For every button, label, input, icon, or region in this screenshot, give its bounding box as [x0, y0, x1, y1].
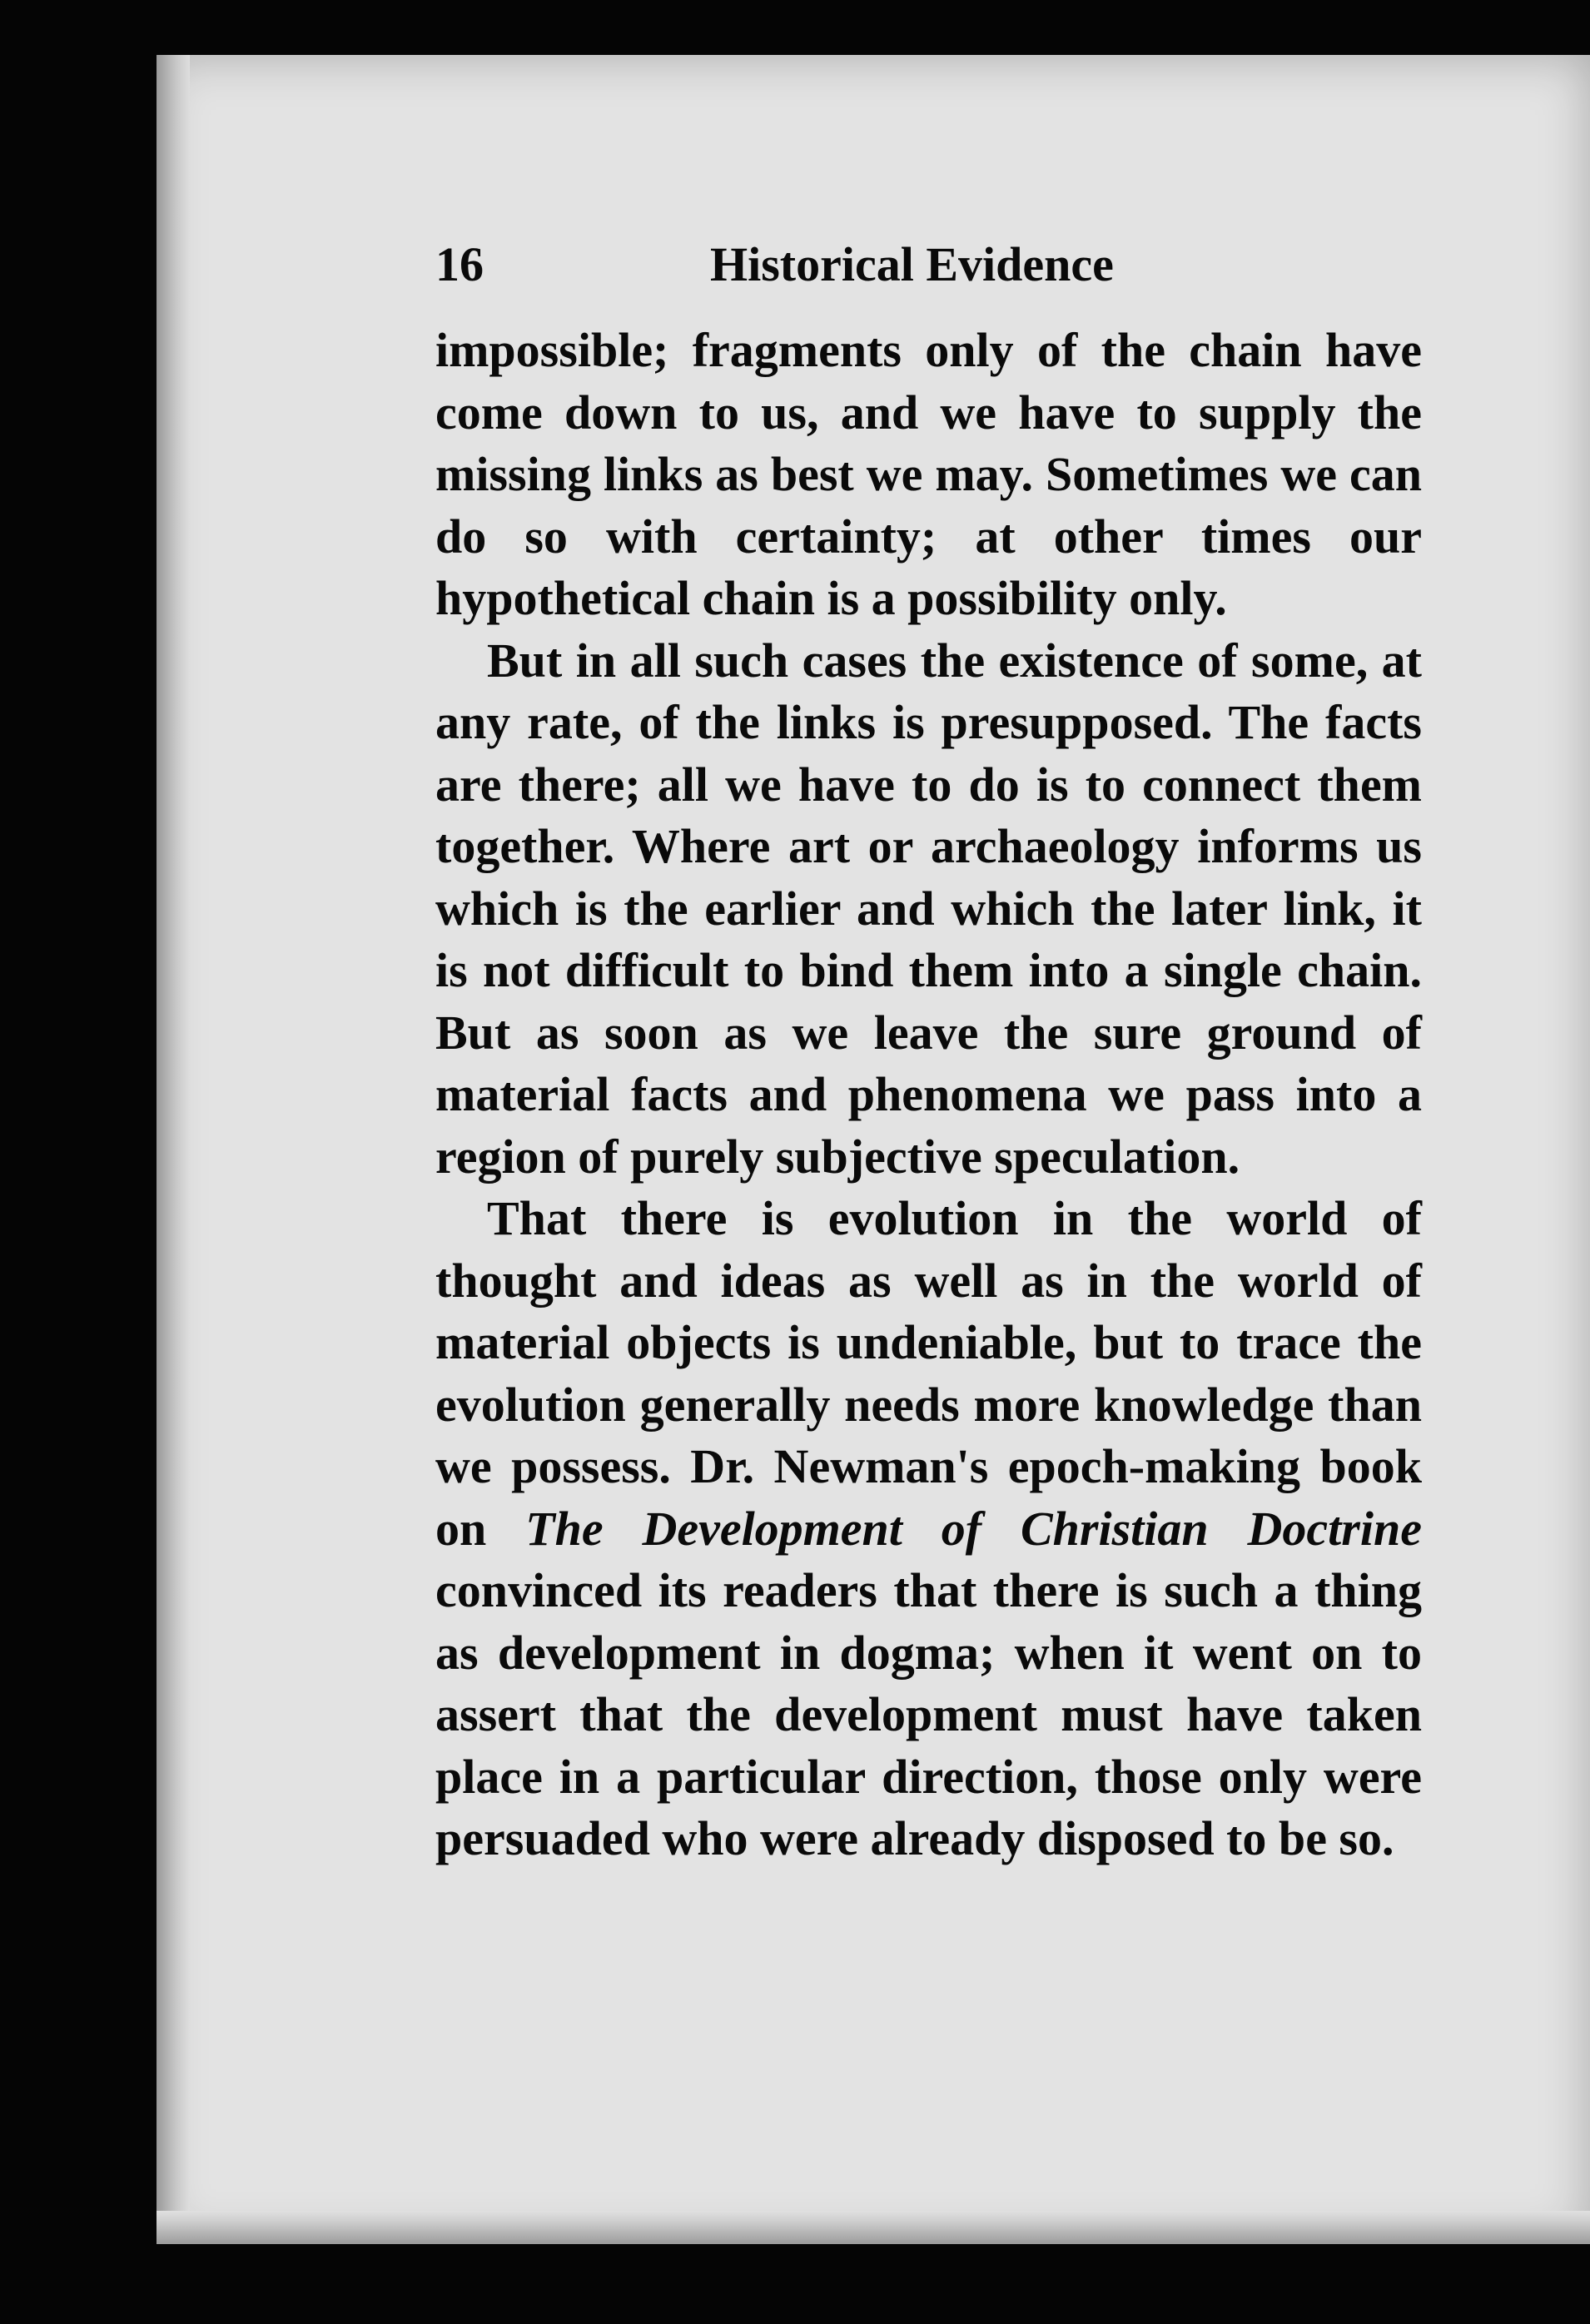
- body-text: [435, 320, 1422, 1870]
- paragraph: [435, 1188, 1422, 1870]
- book-page: [157, 55, 1590, 2244]
- page-number: 16: [435, 237, 484, 291]
- paragraph-continuation: [435, 320, 1422, 630]
- page-content: [435, 236, 1422, 1870]
- paragraph-text-before-title: That there is evolution in the world of thought and ideas as well as in the world of material objects is undeniable, but to trace the evolution generally needs more knowledge than we possess. Dr. Newman's epoch-making book on: [435, 1191, 1422, 1556]
- page-bottom-edge: [157, 2211, 1590, 2244]
- running-head: [435, 236, 1422, 320]
- page-binding-edge: [157, 55, 190, 2244]
- paragraph: [435, 630, 1422, 1189]
- paragraph-text: impossible; fragments only of the chain have come down to us, and we have to supply the missing links as best we may. Sometimes we can do so with certainty; at other times our hypothetical chain is a possibility only.: [435, 323, 1422, 625]
- running-title: Historical Evidence: [710, 237, 1114, 291]
- paragraph-text: But in all such cases the existence of some, at any rate, of the links is presupposed. The facts are there; all we have to do is to connect them together. Where art or archaeology informs us which is the earlier and which the later link, it is not difficult to bind them into a single chain. But as soon as we leave the sure ground of material facts and phenomena we pass into a region of purely subjective speculation.: [435, 633, 1422, 1184]
- book-title: The Development of Christian Doctrine: [525, 1501, 1422, 1556]
- paragraph-text-after-title: convinced its readers that there is such a thing as development in dogma; when it went on to assert that the development must have taken place in a particular direction, those only were persuaded who were already disposed to be so.: [435, 1563, 1422, 1865]
